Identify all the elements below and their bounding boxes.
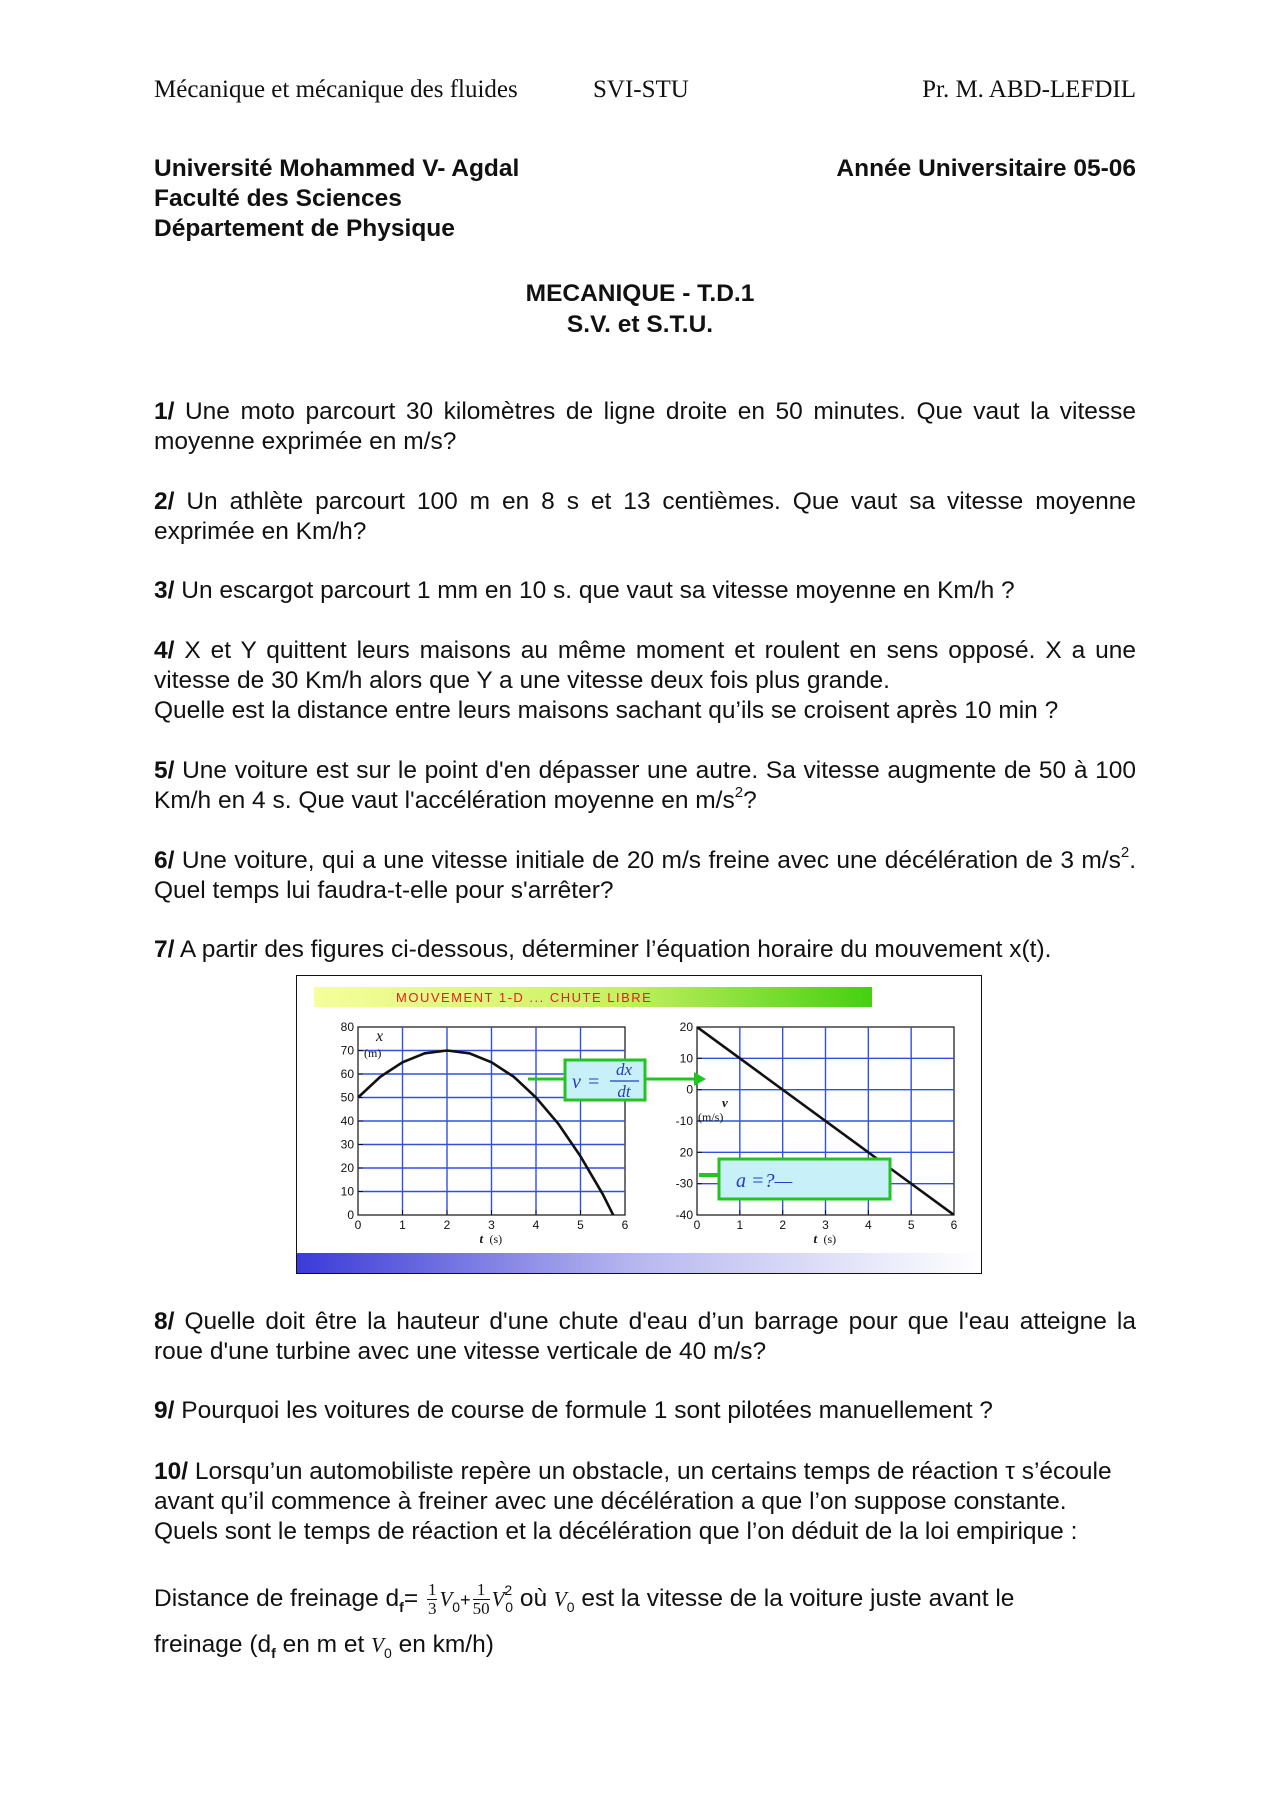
v0-symbol: V	[371, 1633, 384, 1657]
fraction-denominator: 3	[427, 1599, 437, 1619]
university-name: Université Mohammed V- Agdal	[154, 155, 520, 182]
question-text: Une moto parcourt 30 kilomètres de ligne droite en 50 minutes. Que vaut la vitesse moyenne exprimée en m/s?	[154, 398, 1137, 455]
units-subscript: f	[271, 1644, 276, 1661]
y-tick-label: -30	[675, 1176, 693, 1191]
question-8	[154, 1307, 1136, 1367]
x-tick-label: 0	[693, 1218, 701, 1232]
units-text-b: en m et	[275, 1631, 372, 1658]
x-tick-label: 4	[532, 1218, 540, 1232]
v0-symbol: V	[553, 1587, 567, 1611]
y-tick-label: 10	[340, 1184, 354, 1199]
question-text: Pourquoi les voitures de course de formule 1 sont pilotées manuellement ?	[181, 1397, 993, 1424]
x-tick-label: 3	[822, 1218, 829, 1232]
y-axis-symbol: v	[722, 1095, 728, 1110]
x-tick-label: 5	[907, 1218, 915, 1232]
y-tick-label: 80	[340, 1020, 354, 1034]
header-program: SVI-STU	[593, 76, 689, 103]
x-tick-label: 1	[736, 1218, 744, 1232]
derivative-numerator: dx	[615, 1060, 633, 1079]
figure-banner-title: MOUVEMENT 1-D ... CHUTE LIBRE	[396, 990, 653, 1005]
question-4	[154, 636, 1136, 726]
x-tick-label: 6	[621, 1218, 629, 1232]
y-tick-label: 60	[340, 1067, 354, 1081]
fraction-one-fiftieth	[473, 1581, 490, 1618]
x-tick-label: 1	[399, 1218, 406, 1232]
y-tick-label: 20	[679, 1145, 693, 1160]
exponent: 2	[734, 783, 744, 801]
question-number: 1/	[154, 398, 175, 425]
question-text: Un escargot parcourt 1 mm en 10 s. que vaut sa vitesse moyenne en Km/h ?	[181, 577, 1015, 604]
kinematics-figure	[296, 975, 982, 1274]
question-text: Quelle doit être la hauteur d'une chute d'eau d’un barrage pour que l'eau atteigne la roue d'une turbine avec une vitesse verticale de 40 m/s?	[154, 1308, 1136, 1365]
x-tick-label: 4	[864, 1218, 872, 1232]
question-number: 5/	[154, 757, 175, 784]
fraction-numerator: 1	[473, 1581, 490, 1600]
y-tick-label: 10	[679, 1051, 693, 1066]
question-text-continued: Quels sont le temps de réaction et la décélération que l’on déduit de la loi empirique :	[154, 1518, 1078, 1545]
derivative-v: v	[572, 1071, 581, 1093]
braking-formula	[154, 1577, 1136, 1629]
figure-bottom-bar	[297, 1253, 981, 1273]
question-end: . Quel temps lui faudra-t-elle pour s'arrêter?	[154, 847, 1137, 904]
academic-year: Année Universitaire 05-06	[836, 155, 1136, 182]
derivative-equals: =	[588, 1071, 600, 1093]
formula-units	[154, 1630, 1136, 1668]
question-7	[154, 935, 1136, 965]
document-subtitle: S.V. et S.T.U.	[566, 311, 714, 338]
question-5	[154, 756, 1136, 816]
fraction-one-third	[427, 1581, 438, 1618]
question-number: 6/	[154, 847, 175, 874]
question-2	[154, 487, 1136, 547]
y-tick-label: -10	[675, 1114, 693, 1128]
faculty-name: Faculté des Sciences	[154, 185, 402, 212]
position-time-chart	[341, 1020, 629, 1246]
x-tick-label: 2	[779, 1218, 787, 1232]
x-tick-label: 6	[950, 1218, 958, 1232]
question-text: Un athlète parcourt 100 m en 8 s et 13 centièmes. Que vaut sa vitesse moyenne exprimée en Km/h?	[154, 488, 1136, 545]
v0-symbol: V	[439, 1587, 453, 1611]
velocity-time-chart	[676, 1020, 958, 1246]
question-3	[154, 576, 1136, 606]
y-tick-label: -40	[675, 1208, 693, 1222]
y-tick-label: 70	[340, 1043, 354, 1058]
header-professor: Pr. M. ABD-LEFDIL	[922, 76, 1136, 103]
question-end: ?	[743, 787, 757, 814]
units-text-a: freinage (d	[154, 1631, 272, 1658]
question-text: Une voiture, qui a une vitesse initiale de 20 m/s freine avec une décélération de 3 m/s	[181, 847, 1121, 874]
x-axis-unit: (s)	[823, 1232, 837, 1246]
x-tick-label: 0	[354, 1218, 362, 1232]
y-tick-label: 30	[340, 1137, 354, 1152]
fraction-denominator: 50	[472, 1599, 490, 1619]
document-title: MECANIQUE - T.D.1	[525, 280, 755, 307]
v0-subscript: 0	[383, 1644, 392, 1661]
fraction-numerator: 1	[427, 1580, 437, 1600]
derivative-denominator: dt	[617, 1082, 631, 1101]
x-axis-symbol: t	[479, 1231, 484, 1246]
question-number: 8/	[154, 1308, 175, 1335]
question-number: 9/	[154, 1397, 175, 1424]
question-6	[154, 843, 1137, 906]
y-axis-symbol: x	[376, 1028, 384, 1045]
y-tick-label: 40	[340, 1114, 354, 1128]
acceleration-label: a =?—	[736, 1170, 793, 1192]
question-number: 7/	[154, 936, 175, 963]
question-1	[154, 397, 1136, 457]
accel-connector	[699, 1173, 719, 1177]
question-text: A partir des figures ci-dessous, déterminer l’équation horaire du mouvement x(t).	[179, 936, 1052, 963]
question-10	[154, 1457, 1136, 1547]
v0-symbol: V	[491, 1587, 505, 1611]
question-number: 4/	[154, 637, 175, 664]
v0-subscript: 0	[452, 1598, 461, 1615]
y-tick-label: 20	[679, 1020, 693, 1034]
x-axis-unit: (s)	[489, 1232, 503, 1246]
x-tick-label: 5	[577, 1218, 584, 1232]
header-course: Mécanique et mécanique des fluides	[154, 76, 518, 103]
question-number: 10/	[154, 1458, 189, 1485]
formula-where: où	[519, 1585, 554, 1612]
question-number: 3/	[154, 577, 175, 604]
formula-equals: =	[403, 1585, 419, 1612]
department-name: Département de Physique	[154, 215, 455, 242]
formula-description: est la vitesse de la voiture juste avant le	[574, 1585, 1015, 1612]
x-tick-label: 2	[443, 1218, 451, 1232]
plus-sign: +	[460, 1590, 471, 1610]
y-axis-unit: (m/s)	[698, 1110, 724, 1124]
question-number: 2/	[154, 488, 175, 515]
exponent: 2	[1120, 843, 1130, 861]
x-tick-label: 3	[488, 1218, 495, 1232]
y-tick-label: 0	[686, 1082, 693, 1097]
question-9	[154, 1396, 1136, 1426]
x-axis-symbol: t	[813, 1231, 818, 1246]
v0-subscript: 0	[566, 1598, 575, 1615]
question-text: X et Y quittent leurs maisons au même moment et roulent en sens opposé. X a une vitesse de 30 Km/h alors que Y a une vitesse deux fois plus grande.	[154, 637, 1137, 694]
square-exponent: 2	[504, 1581, 513, 1598]
y-tick-label: 50	[340, 1090, 354, 1105]
question-text-continued: Quelle est la distance entre leurs maisons sachant qu’ils se croisent après 10 min ?	[154, 697, 1059, 724]
question-text: Lorsqu’un automobiliste repère un obstacle, un certains temps de réaction τ s’écoule avant qu’il commence à freiner avec une décélération a que l’on suppose constante.	[154, 1458, 1112, 1515]
y-axis-unit: (m)	[364, 1046, 382, 1060]
v0-subscript: 0	[505, 1598, 514, 1615]
y-tick-label: 0	[347, 1208, 354, 1222]
formula-subscript: f	[399, 1598, 404, 1615]
formula-label: Distance de freinage d	[154, 1585, 400, 1612]
question-text: Une voiture est sur le point d'en dépasser une autre. Sa vitesse augmente de 50 à 100 Km/h en 4 s. Que vaut l'accélération moyenne en m/s	[154, 757, 1136, 814]
y-tick-label: 20	[340, 1161, 354, 1175]
units-text-c: en km/h)	[391, 1631, 494, 1658]
